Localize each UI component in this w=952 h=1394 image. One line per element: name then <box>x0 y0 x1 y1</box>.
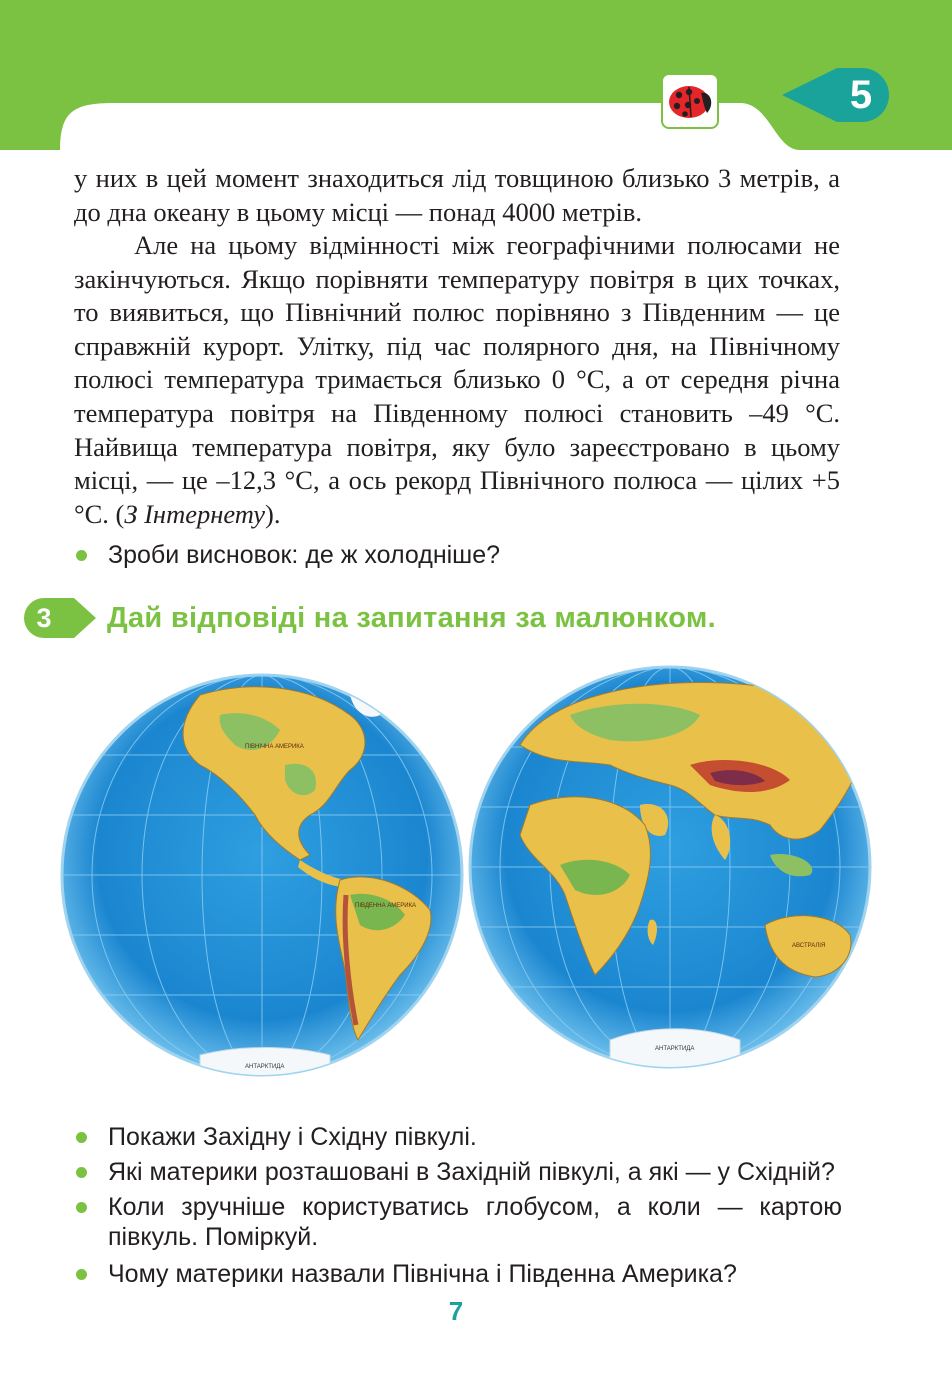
chapter-number: 5 <box>849 73 873 117</box>
bullet-dot-icon <box>76 1167 87 1178</box>
question-text: Чому материки назвали Північна і Південна Америка? <box>108 1260 737 1288</box>
page-number: 7 <box>448 1296 464 1326</box>
label-north-america: ПІВНІЧНА АМЕРИКА <box>245 744 304 750</box>
question-item <box>76 1122 477 1152</box>
bullet-dot-icon <box>76 1269 87 1280</box>
bullet-dot-icon <box>76 1202 87 1213</box>
bullet-dot-icon <box>76 1132 87 1143</box>
paragraph-poles-text: Але на цьому відмінності між географічними полюсами не закінчуються. Якщо порівняти температуру повітря в цих точках, то виявиться, що Північний полюс порівняно з Південним — це справжній курорт. Улітку, під час полярного дня, на Північному полюсі температура тримається близько 0 °С, а от середня річна температура повітря на Південному полюсі становить –49 °С. Найвища температура повітря, яку було зареєстровано в цьому місці, — це –12,3 °С, а ось рекорд Північного полюса — цілих +5 °С. ( <box>74 230 840 529</box>
task-number: 3 <box>36 603 52 633</box>
label-antarctica-west: АНТАРКТИДА <box>245 1064 285 1070</box>
bullet-dot-icon <box>76 550 87 561</box>
label-australia: АВСТРАЛІЯ <box>792 943 826 949</box>
ladybug-icon <box>661 73 719 129</box>
question-text: Які материки розташовані в Західній півкулі, а які — у Східній? <box>108 1158 835 1186</box>
question-text: Покажи Західну і Східну півкулі. <box>108 1123 477 1151</box>
label-antarctica-east: АНТАРКТИДА <box>655 1046 695 1052</box>
bullet-conclusion <box>76 540 500 570</box>
question-item <box>76 1192 842 1252</box>
question-item <box>76 1157 835 1187</box>
paragraph-poles <box>74 229 840 531</box>
western-hemisphere <box>62 675 462 1085</box>
hemispheres-map <box>50 655 890 1095</box>
eastern-hemisphere <box>470 667 870 1075</box>
bullet-conclusion-text: Зроби висновок: де ж холодніше? <box>108 541 501 569</box>
paragraph-continuation: у них в цей момент знаходиться лід товщиною близько 3 метрів, а до дна океану в цьому місці — понад 4000 метрів. <box>74 163 840 227</box>
task-title: Дай відповіді на запитання за малюнком. <box>107 602 716 634</box>
question-text: Коли зручніше користуватись глобусом, а коли — картою півкуль. Поміркуй. <box>108 1193 842 1251</box>
label-south-america: ПІВДЕННА АМЕРИКА <box>355 903 417 909</box>
question-item <box>76 1259 737 1289</box>
paragraph-poles-end: ). <box>265 498 281 529</box>
source-citation: З Інтернету <box>124 498 266 529</box>
